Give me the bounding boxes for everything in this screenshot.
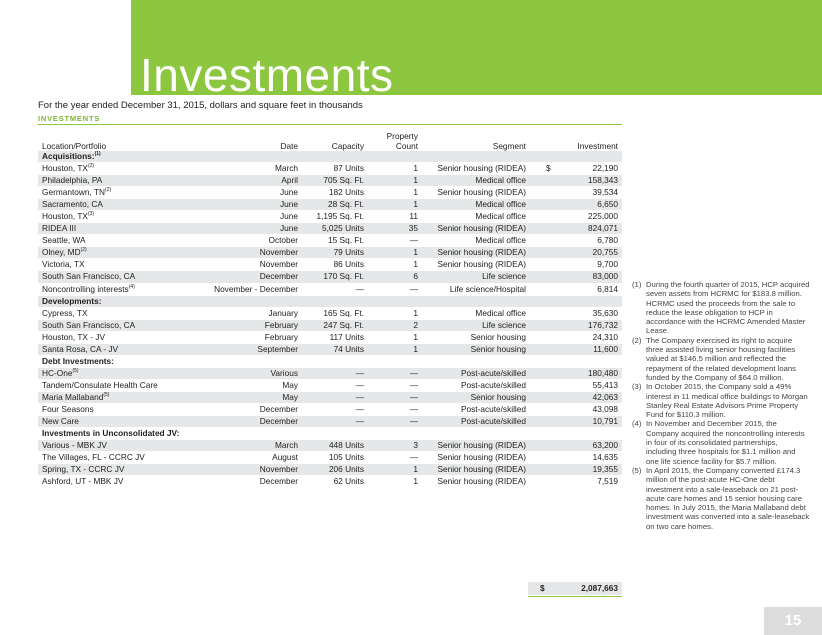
cell-location <box>38 331 198 343</box>
footnote-number: (3) <box>632 382 642 392</box>
footnote-ref: (3) <box>87 211 95 218</box>
cell-location <box>38 259 198 271</box>
cell-capacity: — <box>302 283 368 295</box>
cell-investment <box>530 175 622 187</box>
footnote-ref: (4) <box>128 283 135 290</box>
investment-amount: 824,071 <box>588 223 618 234</box>
location-name: Houston, TX - JV <box>42 331 106 342</box>
group-heading-label: Developments: <box>42 295 102 306</box>
group-heading-row <box>38 428 622 440</box>
investment-amount: 63,200 <box>592 440 618 451</box>
cell-capacity: — <box>302 403 368 415</box>
cell-date: June <box>198 211 302 223</box>
cell-date: November <box>198 247 302 259</box>
footnote-ref: (2) <box>105 187 112 194</box>
page-number: 15 <box>764 607 822 635</box>
footnote-item <box>632 466 810 531</box>
cell-capacity: 247 Sq. Ft. <box>302 319 368 331</box>
cell-segment: Life science <box>422 319 530 331</box>
investment-amount: 43,098 <box>592 404 618 414</box>
cell-date: December <box>198 403 302 415</box>
cell-property-count: 1 <box>368 307 422 319</box>
cell-capacity: 105 Units <box>302 452 368 464</box>
group-heading <box>38 428 622 440</box>
cell-location <box>38 343 198 355</box>
cell-location <box>38 199 198 211</box>
investment-amount: 39,534 <box>592 187 618 198</box>
table-row <box>38 175 622 187</box>
cell-location <box>38 464 198 476</box>
footnote-item <box>632 336 810 382</box>
cell-segment: Medical office <box>422 199 530 211</box>
cell-capacity: 87 Units <box>302 163 368 175</box>
location-name: Houston, TX <box>42 211 88 222</box>
cell-segment: Senior housing <box>422 343 530 355</box>
cell-investment <box>530 403 622 415</box>
table-row <box>38 223 622 235</box>
table-row <box>38 343 622 355</box>
footnote-ref: (2) <box>80 247 87 254</box>
cell-property-count: 6 <box>368 271 422 283</box>
cell-property-count: — <box>368 452 422 464</box>
cell-date: Various <box>198 367 302 379</box>
group-heading-label: Investments in Unconsolidated JV: <box>42 428 180 439</box>
column-header-date: Date <box>280 141 298 151</box>
cell-location <box>38 223 198 235</box>
cell-segment: Senior housing (RIDEA) <box>422 440 530 452</box>
footnote-number: (4) <box>632 419 642 429</box>
cell-investment <box>530 187 622 199</box>
column-header-segment: Segment <box>492 141 526 151</box>
footnote-number: (2) <box>632 335 642 345</box>
group-heading-row <box>38 151 622 163</box>
cell-investment <box>530 367 622 379</box>
cell-date: October <box>198 235 302 247</box>
investment-amount: 42,063 <box>592 391 618 402</box>
column-header-count: Property Count <box>386 131 418 151</box>
cell-location <box>38 235 198 247</box>
table-row <box>38 464 622 476</box>
footnote-ref: (5) <box>103 392 110 399</box>
cell-segment: Medical office <box>422 235 530 247</box>
cell-date: August <box>198 452 302 464</box>
cell-property-count: 1 <box>368 464 422 476</box>
cell-segment: Post-acute/skilled <box>422 367 530 379</box>
table-row <box>38 307 622 319</box>
total-dollar-sign: $ <box>540 583 545 593</box>
cell-capacity: 705 Sq. Ft. <box>302 175 368 187</box>
location-name: Various - MBK JV <box>42 440 107 451</box>
table-row <box>38 187 622 199</box>
cell-investment <box>530 319 622 331</box>
cell-date: June <box>198 187 302 199</box>
footnote-item <box>632 419 810 465</box>
cell-segment: Post-acute/skilled <box>422 403 530 415</box>
investment-amount: 35,630 <box>592 307 618 318</box>
location-name: Santa Rosa, CA - JV <box>42 343 119 354</box>
cell-investment <box>530 235 622 247</box>
cell-date: February <box>198 319 302 331</box>
cell-capacity: 15 Sq. Ft. <box>302 235 368 247</box>
cell-property-count: 3 <box>368 440 422 452</box>
total-investment: 2,087,663 <box>581 583 618 593</box>
group-heading-row <box>38 295 622 307</box>
cell-property-count: 1 <box>368 343 422 355</box>
group-heading-row <box>38 355 622 367</box>
cell-location <box>38 403 198 415</box>
location-name: Olney, MD <box>42 247 81 258</box>
cell-location <box>38 307 198 319</box>
table-row <box>38 319 622 331</box>
cell-location <box>38 367 198 379</box>
cell-capacity: 86 Units <box>302 259 368 271</box>
cell-date: November <box>198 464 302 476</box>
table-row <box>38 440 622 452</box>
footnote-text: During the fourth quarter of 2015, HCP acquired seven assets from HCRMC for $183.8 million. HCRMC used the proceeds from the sale to reduce the lease obligation to HCP in accordance with the HCRMC Amended Master Lease. <box>646 280 810 336</box>
cell-property-count: 1 <box>368 187 422 199</box>
cell-property-count: 2 <box>368 319 422 331</box>
cell-segment: Medical office <box>422 307 530 319</box>
table-row <box>38 235 622 247</box>
cell-property-count: — <box>368 283 422 295</box>
cell-investment <box>530 199 622 211</box>
total-cell <box>528 582 622 595</box>
investment-amount: 225,000 <box>588 211 618 222</box>
cell-segment: Post-acute/skilled <box>422 379 530 391</box>
cell-property-count: — <box>368 379 422 391</box>
cell-investment <box>530 271 622 283</box>
cell-location <box>38 391 198 403</box>
cell-location <box>38 283 198 295</box>
cell-date: February <box>198 331 302 343</box>
investment-amount: 9,700 <box>597 259 618 270</box>
cell-capacity: 165 Sq. Ft. <box>302 307 368 319</box>
cell-investment <box>530 163 622 175</box>
location-name: RIDEA III <box>42 223 77 234</box>
cell-property-count: 1 <box>368 199 422 211</box>
table-row <box>38 379 622 391</box>
cell-investment <box>530 259 622 271</box>
cell-segment: Senior housing (RIDEA) <box>422 464 530 476</box>
cell-property-count: 1 <box>368 259 422 271</box>
table-row <box>38 247 622 259</box>
cell-date: May <box>198 379 302 391</box>
cell-property-count: 1 <box>368 476 422 488</box>
footnote-ref: (2) <box>87 163 95 170</box>
location-name: Victoria, TX <box>42 259 85 270</box>
investment-amount: 180,480 <box>588 367 618 378</box>
cell-investment <box>530 343 622 355</box>
investment-amount: 6,814 <box>597 283 618 294</box>
page-title: Investments <box>140 49 394 101</box>
cell-investment <box>530 307 622 319</box>
cell-property-count: 11 <box>368 211 422 223</box>
cell-property-count: — <box>368 235 422 247</box>
cell-property-count: — <box>368 416 422 428</box>
cell-capacity: 448 Units <box>302 440 368 452</box>
cell-date: November <box>198 259 302 271</box>
cell-date: September <box>198 343 302 355</box>
group-heading <box>38 355 622 367</box>
cell-location <box>38 247 198 259</box>
cell-capacity: 117 Units <box>302 331 368 343</box>
table-row <box>38 452 622 464</box>
cell-capacity: — <box>302 379 368 391</box>
cell-investment <box>530 247 622 259</box>
cell-segment: Senior housing (RIDEA) <box>422 476 530 488</box>
cell-date: December <box>198 476 302 488</box>
column-header-capacity: Capacity <box>331 141 364 151</box>
cell-location <box>38 452 198 464</box>
location-name: Ashford, UT - MBK JV <box>42 476 124 487</box>
location-name: Spring, TX - CCRC JV <box>42 464 125 475</box>
investment-amount: 19,355 <box>592 464 618 475</box>
investment-amount: 22,190 <box>592 163 618 174</box>
location-name: Germantown, TN <box>42 187 106 198</box>
cell-date: June <box>198 199 302 211</box>
cell-date: March <box>198 163 302 175</box>
cell-location <box>38 476 198 488</box>
column-header-location: Location/Portfolio <box>42 141 107 151</box>
cell-property-count: 1 <box>368 331 422 343</box>
cell-date: January <box>198 307 302 319</box>
cell-location <box>38 211 198 223</box>
dollar-sign: $ <box>546 163 551 174</box>
investment-amount: 55,413 <box>592 379 618 390</box>
location-name: HC-One <box>42 367 73 378</box>
group-heading-label: Debt Investments: <box>42 355 114 366</box>
location-name: Cypress, TX <box>42 307 88 318</box>
footnote-text: In October 2015, the Company sold a 49% interest in 11 medical office buildings to Morgan Stanley Real Estate Advisors Prime Property Fund for $110.3 million. <box>646 382 808 420</box>
cell-segment: Medical office <box>422 175 530 187</box>
column-header-investment: Investment <box>577 141 618 151</box>
cell-date: December <box>198 271 302 283</box>
cell-capacity: 206 Units <box>302 464 368 476</box>
investment-amount: 24,310 <box>592 331 618 342</box>
cell-capacity: 28 Sq. Ft. <box>302 199 368 211</box>
table-row <box>38 283 622 295</box>
cell-investment <box>530 379 622 391</box>
location-name: The Villages, FL - CCRC JV <box>42 452 145 463</box>
page-subtitle: For the year ended December 31, 2015, dollars and square feet in thousands <box>38 100 363 111</box>
footnotes-list <box>632 280 810 531</box>
cell-investment <box>530 416 622 428</box>
cell-date: March <box>198 440 302 452</box>
investment-amount: 83,000 <box>592 271 618 282</box>
cell-property-count: 1 <box>368 175 422 187</box>
cell-segment: Senior housing <box>422 331 530 343</box>
cell-location <box>38 319 198 331</box>
cell-location <box>38 163 198 175</box>
group-heading <box>38 151 622 163</box>
table-header-row <box>38 129 622 151</box>
cell-investment <box>530 331 622 343</box>
investment-amount: 176,732 <box>588 319 618 330</box>
footnote-item <box>632 280 810 336</box>
footnote-item <box>632 382 810 419</box>
cell-segment: Senior housing <box>422 391 530 403</box>
cell-investment <box>530 452 622 464</box>
footnote-ref: (5) <box>72 368 79 375</box>
investment-amount: 6,780 <box>597 235 618 246</box>
table-row <box>38 199 622 211</box>
location-name: South San Francisco, CA <box>42 271 136 282</box>
table-row <box>38 163 622 175</box>
table-row <box>38 271 622 283</box>
location-name: Seattle, WA <box>42 235 86 246</box>
investment-amount: 14,635 <box>592 452 618 463</box>
cell-property-count: 1 <box>368 247 422 259</box>
location-name: Maria Mallaband <box>42 391 104 402</box>
cell-investment <box>530 464 622 476</box>
location-name: Tandem/Consulate Health Care <box>42 379 158 390</box>
table-row <box>38 416 622 428</box>
cell-investment <box>530 211 622 223</box>
group-heading <box>38 295 622 307</box>
investment-amount: 6,650 <box>597 199 618 210</box>
cell-segment: Life science <box>422 271 530 283</box>
total-rule <box>528 596 622 597</box>
cell-capacity: 74 Units <box>302 343 368 355</box>
cell-location <box>38 271 198 283</box>
location-name: Sacramento, CA <box>42 199 103 210</box>
cell-capacity: 1,195 Sq. Ft. <box>302 211 368 223</box>
cell-capacity: — <box>302 391 368 403</box>
cell-investment <box>530 476 622 488</box>
cell-capacity: — <box>302 367 368 379</box>
table-row <box>38 403 622 415</box>
cell-property-count: — <box>368 391 422 403</box>
location-name: Noncontrolling interests <box>42 283 129 294</box>
cell-capacity: 5,025 Units <box>302 223 368 235</box>
footnote-text: In April 2015, the Company converted £174.3 million of the post-acute HC-One debt investment into a sale-leaseback on 21 post-acute care homes and 15 senior housing care homes. In July 2015, the Maria Mallaband debt investment was converted into a sale-leaseback on two care homes. <box>646 465 810 531</box>
table-body <box>38 151 622 488</box>
cell-capacity: 170 Sq. Ft. <box>302 271 368 283</box>
cell-segment: Life science/Hospital <box>422 283 530 295</box>
cell-date: April <box>198 175 302 187</box>
cell-location <box>38 379 198 391</box>
cell-segment: Senior housing (RIDEA) <box>422 259 530 271</box>
cell-location <box>38 416 198 428</box>
location-name: South San Francisco, CA <box>42 319 136 330</box>
location-name: Houston, TX <box>42 163 88 174</box>
group-heading-note: (1) <box>94 151 101 158</box>
table-row <box>38 259 622 271</box>
cell-investment <box>530 440 622 452</box>
cell-property-count: — <box>368 403 422 415</box>
investment-amount: 158,343 <box>588 175 618 186</box>
cell-date: June <box>198 223 302 235</box>
table-row <box>38 367 622 379</box>
footnote-text: In November and December 2015, the Company acquired the noncontrolling interests in four of its consolidated partnerships, including three hospitals for $1.1 million and one life science facility for $5.7 million. <box>646 419 805 466</box>
footnote-number: (1) <box>632 280 642 289</box>
cell-location <box>38 175 198 187</box>
cell-capacity: 62 Units <box>302 476 368 488</box>
footnote-number: (5) <box>632 465 642 475</box>
cell-date: December <box>198 416 302 428</box>
cell-date: November - December <box>198 283 302 295</box>
cell-segment: Medical office <box>422 211 530 223</box>
table-row <box>38 331 622 343</box>
investment-amount: 11,600 <box>593 343 618 354</box>
investments-table <box>38 129 622 488</box>
cell-segment: Senior housing (RIDEA) <box>422 187 530 199</box>
cell-location <box>38 187 198 199</box>
table-row <box>38 211 622 223</box>
location-name: Philadelphia, PA <box>42 175 103 186</box>
cell-segment: Senior housing (RIDEA) <box>422 223 530 235</box>
cell-capacity: 79 Units <box>302 247 368 259</box>
cell-investment <box>530 223 622 235</box>
table-row <box>38 476 622 488</box>
location-name: New Care <box>42 416 79 427</box>
investment-amount: 10,791 <box>592 416 618 427</box>
cell-segment: Senior housing (RIDEA) <box>422 163 530 175</box>
section-rule <box>38 124 622 125</box>
cell-date: May <box>198 391 302 403</box>
table-row <box>38 391 622 403</box>
cell-capacity: 182 Units <box>302 187 368 199</box>
cell-investment <box>530 391 622 403</box>
cell-segment: Senior housing (RIDEA) <box>422 452 530 464</box>
section-label: INVESTMENTS <box>38 114 101 123</box>
cell-capacity: — <box>302 416 368 428</box>
investment-amount: 7,519 <box>597 476 618 487</box>
investment-amount: 20,755 <box>592 247 618 258</box>
footnote-text: The Company exercised its right to acquire three assisted living senior housing facilities valued at $146.5 million and reflected the repayment of the related development loans funded by the Company of $64.0 million. <box>646 335 797 382</box>
cell-property-count: — <box>368 367 422 379</box>
cell-investment <box>530 283 622 295</box>
cell-property-count: 35 <box>368 223 422 235</box>
cell-location <box>38 440 198 452</box>
cell-segment: Post-acute/skilled <box>422 416 530 428</box>
cell-segment: Senior housing (RIDEA) <box>422 247 530 259</box>
location-name: Four Seasons <box>42 404 94 414</box>
group-heading-label: Acquisitions: <box>42 151 95 162</box>
cell-property-count: 1 <box>368 163 422 175</box>
